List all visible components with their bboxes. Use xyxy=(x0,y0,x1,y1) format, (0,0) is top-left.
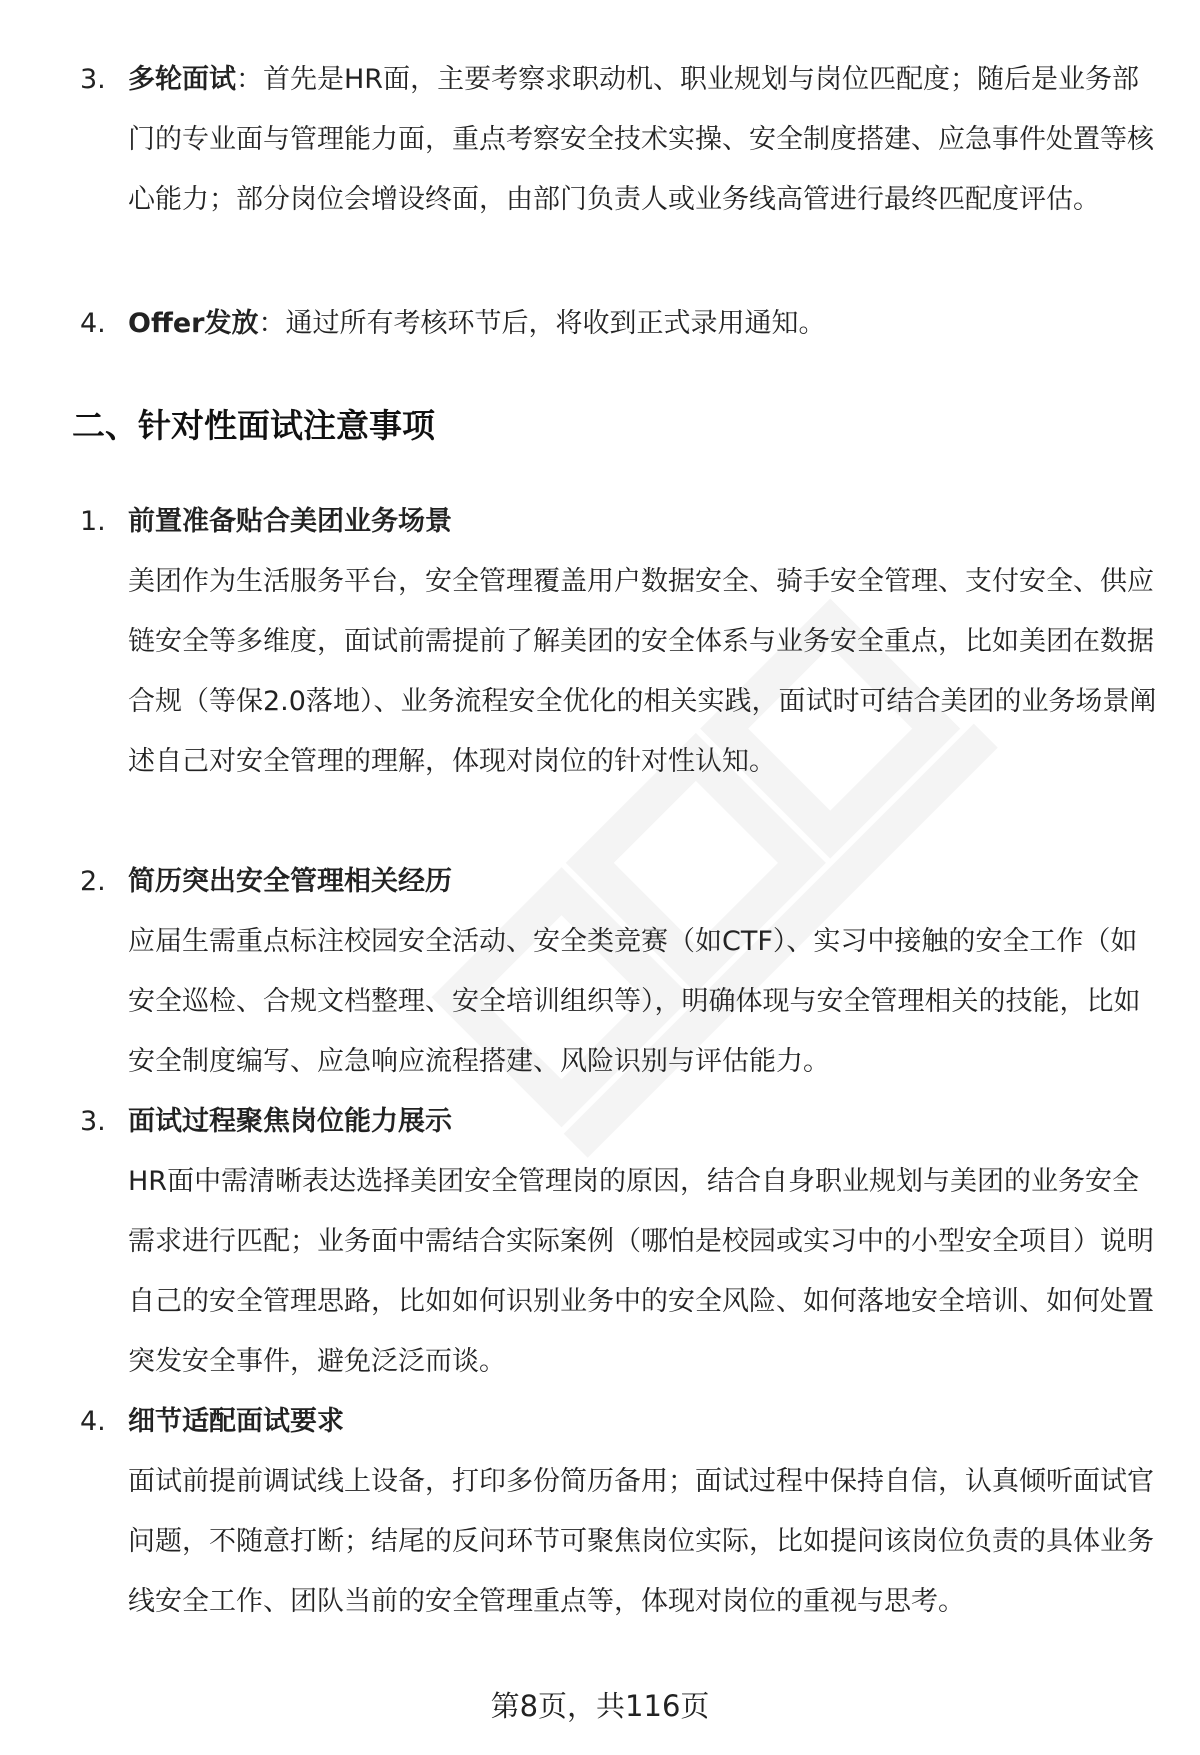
list-item xyxy=(80,1392,1160,1692)
list-item-title: 细节适配面试要求 xyxy=(128,1406,344,1437)
list-item-title: 简历突出安全管理相关经历 xyxy=(128,866,452,897)
list-number: 4. xyxy=(80,308,106,339)
list-item-body: 通过所有考核环节后，将收到正式录用通知。 xyxy=(285,308,826,339)
list-item-body: 首先是HR面，主要考察求职动机、职业规划与岗位匹配度；随后是业务部门的专业面与管理能力面，重点考察安全技术实操、安全制度搭建、应急事件处置等核心能力；部分岗位会增设终面，由部门负责人或业务线高管进行最终匹配度评估。 xyxy=(128,64,1154,215)
list-item-body: 应届生需重点标注校园安全活动、安全类竞赛（如CTF）、实习中接触的安全工作（如安全巡检、合规文档整理、安全培训组织等），明确体现与安全管理相关的技能，比如安全制度编写、应急响应流程搭建、风险识别与评估能力。 xyxy=(128,926,1141,1077)
list-item xyxy=(80,492,1160,852)
list-item-body: 美团作为生活服务平台，安全管理覆盖用户数据安全、骑手安全管理、支付安全、供应链安全等多维度，面试前需提前了解美团的安全体系与业务安全重点，比如美团在数据合规（等保2.0落地）、业务流程安全优化的相关实践，面试时可结合美团的业务场景阐述自己对安全管理的理解，体现对岗位的针对性认知。 xyxy=(128,566,1157,777)
title-separator: ： xyxy=(258,308,286,339)
list-number: 1. xyxy=(80,506,106,537)
list-item-title: 前置准备贴合美团业务场景 xyxy=(128,506,452,537)
list-item-title: 多轮面试 xyxy=(128,64,236,95)
list-item-title: Offer发放 xyxy=(128,308,259,339)
section-heading: 二、针对性面试注意事项 xyxy=(72,406,435,445)
list-item-content xyxy=(128,294,1160,354)
list-item-content xyxy=(128,50,1160,230)
list-item xyxy=(80,294,1160,354)
list-item-body: HR面中需清晰表达选择美团安全管理岗的原因，结合自身职业规划与美团的业务安全需求进行匹配；业务面中需结合实际案例（哪怕是校园或实习中的小型安全项目）说明自己的安全管理思路，比如如何识别业务中的安全风险、如何落地安全培训、如何处置突发安全事件，避免泛泛而谈。 xyxy=(128,1166,1154,1377)
title-separator: ： xyxy=(236,64,263,95)
page-number: 第8页，共116页 xyxy=(490,1689,710,1723)
list-item xyxy=(80,852,1160,1092)
list-item xyxy=(80,1092,1160,1392)
list-number: 2. xyxy=(80,866,106,897)
list-item xyxy=(80,50,1160,290)
list-number: 3. xyxy=(80,64,106,95)
list-item-body: 面试前提前调试线上设备，打印多份简历备用；面试过程中保持自信，认真倾听面试官问题，不随意打断；结尾的反问环节可聚焦岗位实际，比如提问该岗位负责的具体业务线安全工作、团队当前的安全管理重点等，体现对岗位的重视与思考。 xyxy=(128,1466,1154,1617)
list-item-title: 面试过程聚焦岗位能力展示 xyxy=(128,1106,452,1137)
list-number: 4. xyxy=(80,1406,106,1437)
list-number: 3. xyxy=(80,1106,106,1137)
